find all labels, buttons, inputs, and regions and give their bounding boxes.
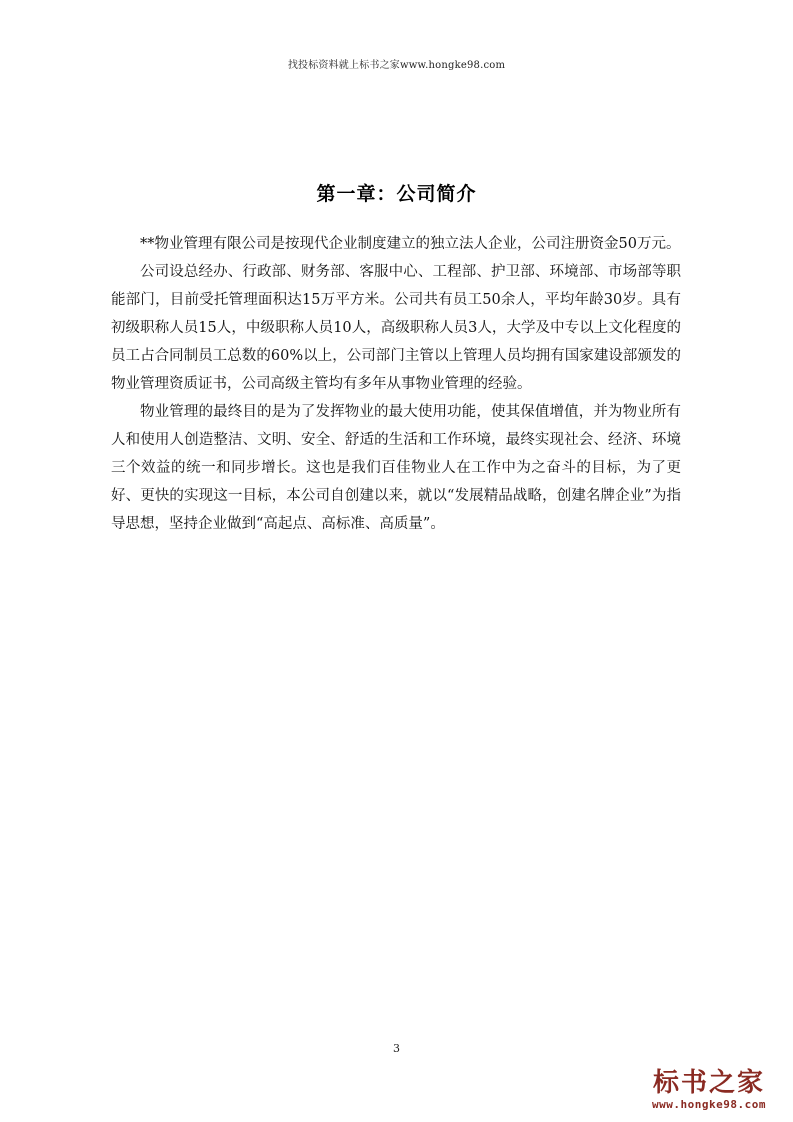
paragraph-departments: 公司设总经办、行政部、财务部、客服中心、工程部、护卫部、环境部、市场部等职能部门，目前受托管理面积达15万平方米。公司共有员工50余人，平均年龄30岁。具有初级职称人员15人，中级职称人员10人，高级职称人员3人，大学及中专以上文化程度的员工占合同制员工总数的60%以上，公司部门主管以上管理人员均拥有国家建设部颁发的物业管理资质证书，公司高级主管均有多年从事物业管理的经验。: [111, 264, 681, 392]
watermark-logo-text: 标书之家: [652, 1068, 765, 1098]
page-number: 3: [393, 1042, 400, 1055]
watermark-logo: [639, 1068, 779, 1112]
chapter-title: 第一章：公司简介: [316, 182, 477, 205]
paragraph-goal: 物业管理的最终目的是为了发挥物业的最大使用功能，使其保值增值，并为物业所有人和使用人创造整洁、文明、安全、舒适的生活和工作环境，最终实现社会、经济、环境三个效益的统一和同步增长。这也是我们百佳物业人在工作中为之奋斗的目标，为了更好、更快的实现这一目标，本公司自创建以来，就以“发展精品战略，创建名牌企业”为指导思想，坚持企业做到“高起点、高标准、高质量”。: [111, 404, 681, 532]
body-text: [111, 230, 681, 538]
paragraph-intro: **物业管理有限公司是按现代企业制度建立的独立法人企业，公司注册资金50万元。: [140, 236, 681, 252]
page-header: 找投标资料就上标书之家www.hongke98.com: [287, 60, 506, 71]
watermark-url: www.hongke98.com: [652, 1098, 766, 1111]
